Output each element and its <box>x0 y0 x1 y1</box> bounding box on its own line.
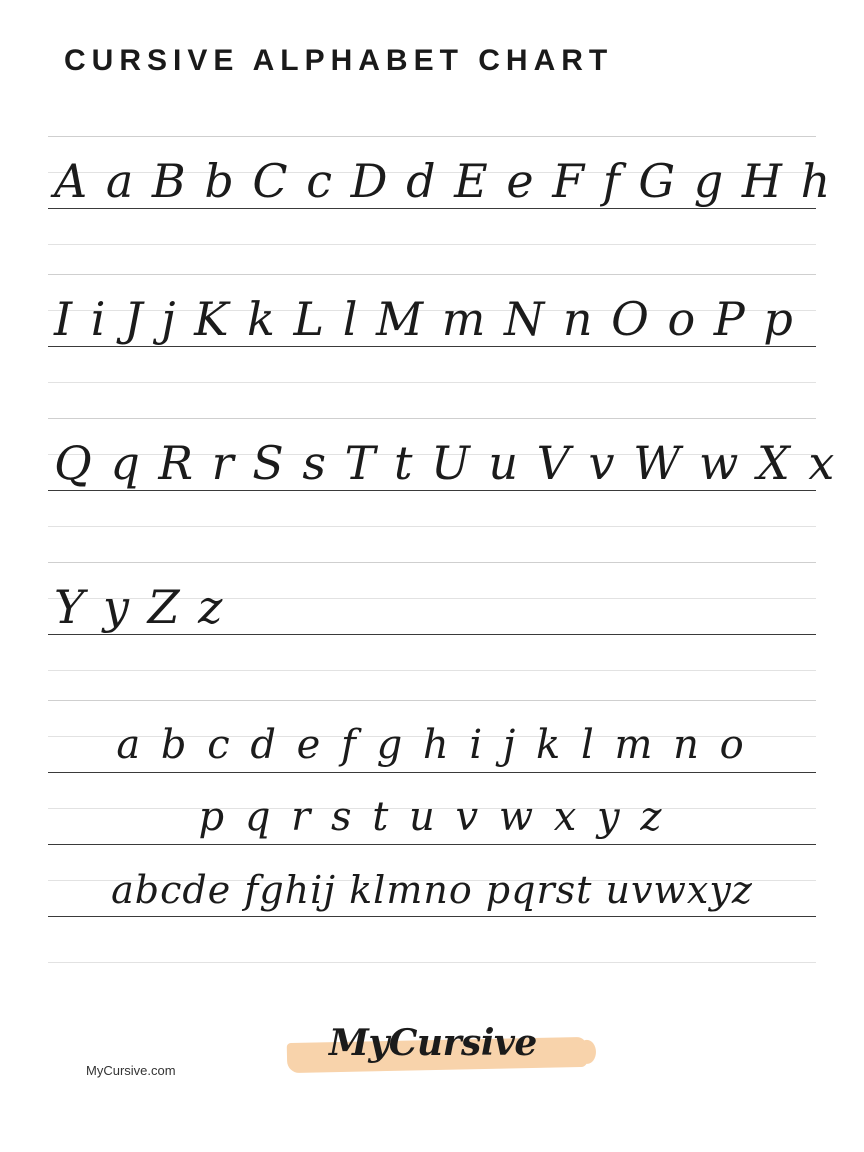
practice-band-5 <box>48 700 816 772</box>
band-3-mid-rule <box>48 454 816 455</box>
band-7-baseline <box>48 916 816 917</box>
band-7-letters: abcde fghij klmno pqrst uvwxyz <box>111 868 753 912</box>
practice-band-3 <box>48 418 837 526</box>
band-1-mid-rule <box>48 172 816 173</box>
band-4-descender-rule <box>48 670 816 671</box>
band-3-baseline <box>48 490 816 491</box>
band-4-baseline <box>48 634 816 635</box>
band-3-descender-rule <box>48 526 816 527</box>
band-3-letters: Q q R r S s T t U u V v W w X x <box>54 436 837 490</box>
band-7-descender-rule <box>48 962 816 963</box>
practice-band-1 <box>48 136 833 244</box>
practice-band-4 <box>48 562 816 670</box>
band-2-descender-rule <box>48 382 816 383</box>
band-1-baseline <box>48 208 816 209</box>
band-7-mid-rule <box>48 880 816 881</box>
band-1-letters: A a B b C c D d E e F f G g H h <box>54 154 833 208</box>
band-2-baseline <box>48 346 816 347</box>
band-1-descender-rule <box>48 244 816 245</box>
practice-band-7 <box>48 844 816 964</box>
band-2-top-rule <box>48 274 816 275</box>
band-3-top-rule <box>48 418 816 419</box>
band-5-letters: a b c d e f g h i j k l m n o <box>116 722 748 768</box>
page-title: CURSIVE ALPHABET CHART <box>64 44 614 77</box>
practice-band-2 <box>48 274 816 382</box>
band-4-top-rule <box>48 562 816 563</box>
practice-band-6 <box>48 772 816 844</box>
band-4-mid-rule <box>48 598 816 599</box>
band-5-mid-rule <box>48 736 816 737</box>
band-4-letters: Y y Z z <box>54 580 225 634</box>
band-2-letters: I i J j K k L l M m N n O o P p <box>54 292 795 346</box>
band-1-top-rule <box>48 136 816 137</box>
brand-logo <box>287 1018 587 1080</box>
brand-wordmark: MyCursive <box>329 1022 537 1064</box>
footer-site-url: MyCursive.com <box>86 1063 176 1078</box>
band-6-letters: p q r s t u v w x y z <box>198 794 666 840</box>
band-6-mid-rule <box>48 808 816 809</box>
band-5-top-rule <box>48 700 816 701</box>
band-2-mid-rule <box>48 310 816 311</box>
